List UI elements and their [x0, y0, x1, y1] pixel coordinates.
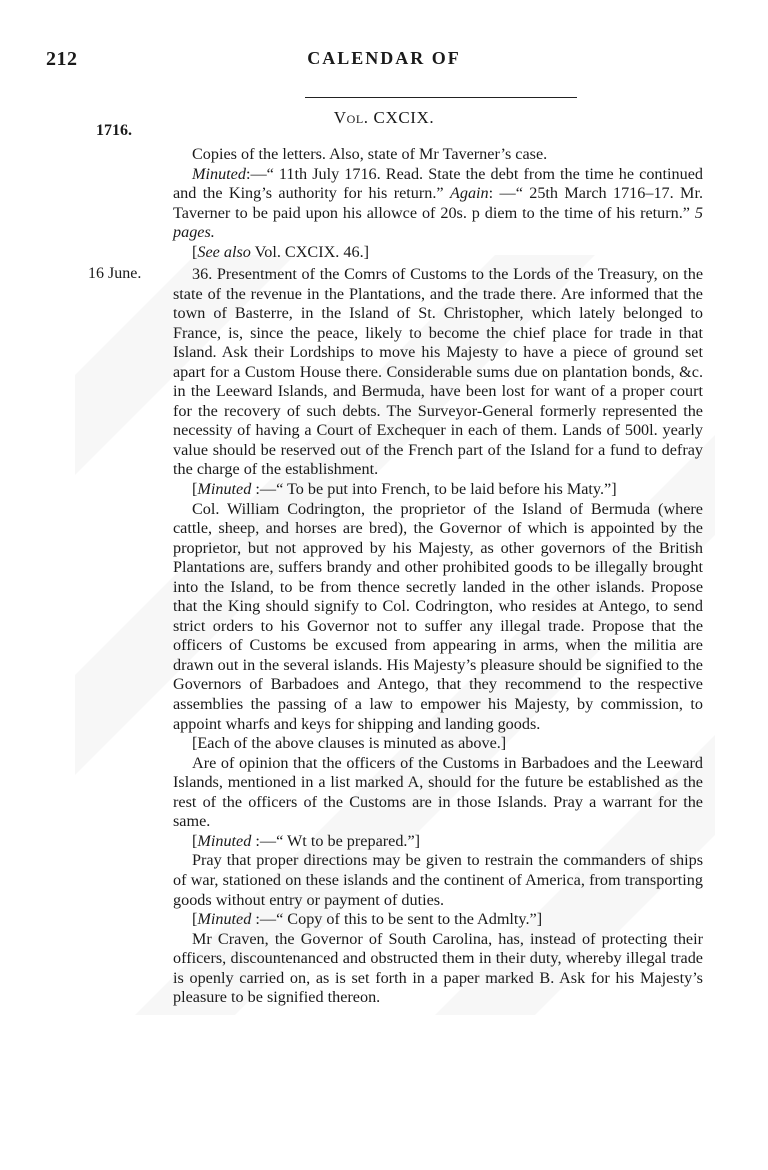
paragraph-copies: Copies of the letters. Also, state of Mr Taverner’s case.	[192, 145, 548, 163]
volume-label: Vol. CXCIX.	[333, 108, 435, 127]
minute-warrant	[173, 832, 703, 852]
margin-date: 16 June.	[88, 265, 142, 282]
minute-text: :—“ Copy of this to be sent to the Admlty.”]	[251, 910, 543, 929]
minute-admiralty	[173, 910, 703, 930]
paragraph-codrington: Col. William Codrington, the proprietor of the Island of Bermuda (where cattle, sheep, and horses are bred), the Governor of which is appointed by the proprietor, but not approved by his Majesty, as other governors of the British Plantations are, suffers brandy and other prohibited goods to be illegally brought into the Island, to be from thence secretly landed in the other islands. Propose that the King should signify to Col. Codrington, who resides at Antego, to send strict orders to his Governor not to suffer any illegal trade. Propose that the officers of Customs be excused from appearing in arms, when the militia are drawn out in the several islands. His Majesty’s pleasure should be signified to the Governors of Barbadoes and Antego, that they recommend to the respective assemblies the passing of a law to empower his Majesty, by commission, to appoint wharfs and keys for shipping and landing goods.	[173, 499, 703, 733]
minute-text: :—“ 11th July 1716. Read. State the debt from the time he continued and the King’s authority for his return.”	[173, 164, 703, 203]
paragraph-ships: Pray that proper directions may be given to restrain the commanders of ships of war, stationed on these islands and the continent of America, from transporting goods without entry or payment of duties.	[173, 851, 703, 909]
minuted-label: Minuted	[197, 910, 252, 929]
header-rule	[305, 97, 577, 98]
entry-36	[173, 265, 703, 1008]
continued-entry	[173, 145, 703, 262]
bracket: [	[192, 242, 198, 261]
paragraph-minuted-taverner	[173, 165, 703, 243]
bracket: [	[192, 910, 198, 929]
again-label: Again	[449, 184, 489, 203]
pages-count: 5 pages.	[173, 203, 703, 242]
minute-text: : —“ 25th March 1716–17. Mr. Taverner to be paid upon his allowce of 20s. p diem to the time of his return.”	[173, 184, 703, 222]
margin-year: 1716.	[96, 122, 132, 139]
paragraph-presentment: 36. Presentment of the Comrs of Customs to the Lords of the Treasury, on the state of the revenue in the Plantations, and the trade there. Are informed that the town of Basterre, in the Island of St. Christopher, which lately belonged to France, is, since the peace, likely to become the chief place for trade in that Island. Ask their Lordships to move his Majesty to have a piece of ground set apart for a Custom House there. Considerable sums due on plantation bonds, &c. in the Leeward Islands, and Bermuda, have been lost for want of a proper court for the recovery of such debts. The Surveyor-General formerly represented the necessity of having a Court of Exchequer in each of them. Lands of 500l. yearly value should be reserved out of the French part of the Island for a fund to defray the charge of the establishment.	[173, 265, 703, 479]
paragraph-officers: Are of opinion that the officers of the Customs in Barbadoes and the Leeward Islands, mentioned in a list marked A, should for the future be established as the rest of the officers of the Customs are in those Islands. Pray a warrant for the same.	[173, 753, 703, 831]
minute-french	[173, 480, 703, 500]
running-head: CALENDAR OF	[307, 48, 461, 68]
minuted-label: Minuted	[192, 164, 246, 183]
see-also-label: See also	[197, 242, 251, 261]
minuted-label: Minuted	[197, 480, 252, 499]
minute-text: :—“ Wt to be prepared.”]	[251, 831, 421, 850]
note-clauses: [Each of the above clauses is minuted as above.]	[192, 734, 507, 753]
reference-text: Vol. CXCIX. 46.]	[250, 242, 370, 261]
see-also-reference	[173, 243, 703, 263]
minuted-label: Minuted	[197, 831, 252, 850]
page-number: 212	[46, 48, 78, 70]
bracket: [	[192, 480, 198, 499]
minute-text: :—“ To be put into French, to be laid before his Maty.”]	[251, 480, 617, 499]
bracket: [	[192, 831, 198, 850]
paragraph-craven: Mr Craven, the Governor of South Carolina, has, instead of protecting their officers, discountenanced and obstructed them in their duty, whereby illegal trade is openly carried on, as is set forth in a paper marked B. Ask for his Majesty’s pleasure to be signified thereon.	[173, 929, 703, 1007]
